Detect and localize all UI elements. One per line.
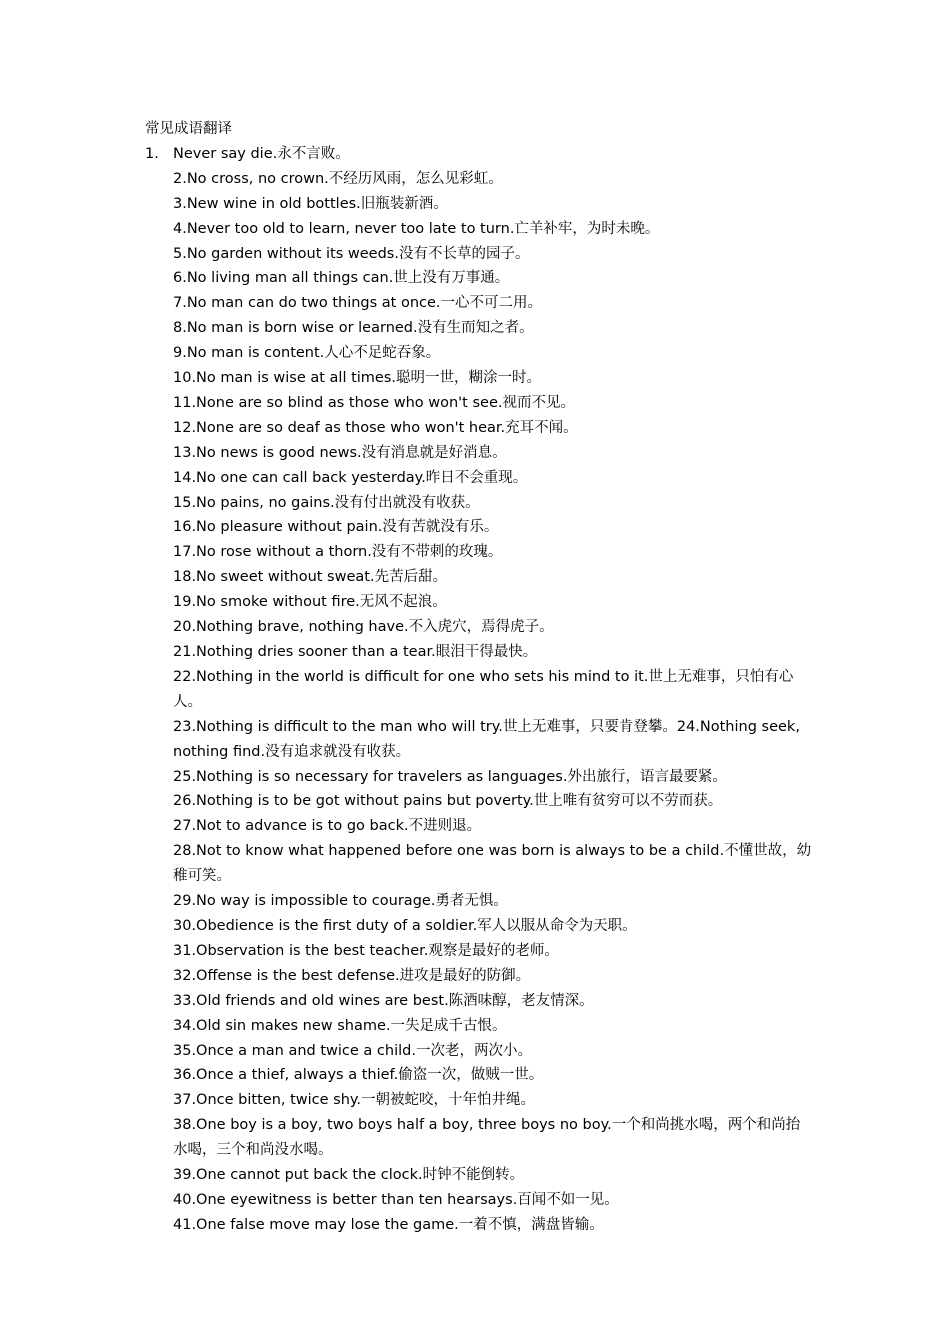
list-item: 19.No smoke without fire.无风不起浪。: [173, 594, 447, 611]
list-item: 30.Obedience is the first duty of a soldier.军人以服从命令为天职。: [173, 917, 637, 934]
list-item: 33.Old friends and old wines are best.陈酒味醇，老友情深。: [173, 992, 594, 1009]
list-item: 21.Nothing dries sooner than a tear.眼泪干得最快。: [173, 644, 538, 661]
list-item: 8.No man is born wise or learned.没有生而知之者。: [173, 320, 534, 337]
list-item: 17.No rose without a thorn.没有不带刺的玫瑰。: [173, 544, 503, 561]
list-item-text: Never say die.永不言败。: [173, 146, 350, 162]
list-item: 37.Once bitten, twice shy.一朝被蛇咬，十年怕井绳。: [173, 1092, 536, 1109]
list-item: 36.Once a thief, always a thief.偷盗一次，做贼一世。: [173, 1067, 544, 1084]
list-item: 28.Not to know what happened before one was born is always to be a child.不懂世故，幼稚可笑。: [173, 843, 812, 885]
list-item: 20.Nothing brave, nothing have.不入虎穴，焉得虎子。: [173, 619, 554, 636]
list-item: 7.No man can do two things at once.一心不可二用。: [173, 295, 543, 312]
list-item: 12.None are so deaf as those who won't hear.充耳不闻。: [173, 419, 578, 436]
list-item: 9.No man is content.人心不足蛇吞象。: [173, 345, 441, 362]
list-item: 25.Nothing is so necessary for travelers as languages.外出旅行，语言最要紧。: [173, 768, 727, 785]
list-item: 27.Not to advance is to go back.不进则退。: [173, 818, 482, 835]
proverb-list: [173, 167, 813, 1238]
document-title: 常见成语翻译: [145, 121, 232, 137]
list-item: 3.New wine in old bottles.旧瓶装新酒。: [173, 195, 448, 212]
list-item: 35.Once a man and twice a child.一次老，两次小。: [173, 1042, 532, 1059]
list-item-1: [145, 142, 835, 167]
list-item: 2.No cross, no crown.不经历风雨，怎么见彩虹。: [173, 170, 503, 187]
list-item: 10.No man is wise at all times.聪明一世，糊涂一时。: [173, 370, 542, 387]
list-item-number: 1.: [145, 146, 159, 162]
list-item: 32.Offense is the best defense.进攻是最好的防御。: [173, 967, 531, 984]
list-item: 13.No news is good news.没有消息就是好消息。: [173, 444, 507, 461]
list-item: 26.Nothing is to be got without pains but poverty.世上唯有贫穷可以不劳而获。: [173, 793, 723, 810]
list-item: 5.No garden without its weeds.没有不长草的园子。: [173, 245, 530, 262]
list-item: 16.No pleasure without pain.没有苦就没有乐。: [173, 519, 499, 536]
list-item: 29.No way is impossible to courage.勇者无惧。: [173, 893, 508, 910]
list-item: 39.One cannot put back the clock.时钟不能倒转。: [173, 1167, 525, 1184]
list-item: 31.Observation is the best teacher.观察是最好的老师。: [173, 942, 559, 959]
list-item: 14.No one can call back yesterday.昨日不会重现。: [173, 469, 528, 486]
list-item: 15.No pains, no gains.没有付出就没有收获。: [173, 494, 480, 511]
list-item: 23.Nothing is difficult to the man who will try.世上无难事，只要肯登攀。24.Nothing seek, nothing find.没有追求就没有收获。: [173, 718, 800, 760]
list-item: 34.Old sin makes new shame.一失足成千古恨。: [173, 1017, 507, 1034]
list-item: 4.Never too old to learn, never too late to turn.亡羊补牢，为时未晚。: [173, 220, 660, 237]
list-item: 6.No living man all things can.世上没有万事通。: [173, 270, 510, 287]
list-item: 22.Nothing in the world is difficult for one who sets his mind to it.世上无难事，只怕有心人。: [173, 668, 794, 710]
list-item: 41.One false move may lose the game.一着不慎，满盘皆输。: [173, 1216, 604, 1233]
list-item: 11.None are so blind as those who won't see.视而不见。: [173, 394, 575, 411]
list-item: 18.No sweet without sweat.先苦后甜。: [173, 569, 448, 586]
list-item: 40.One eyewitness is better than ten hearsays.百闻不如一见。: [173, 1191, 619, 1208]
list-item: 38.One boy is a boy, two boys half a boy, three boys no boy.一个和尚挑水喝，两个和尚抬水喝，三个和尚没水喝。: [173, 1117, 801, 1159]
